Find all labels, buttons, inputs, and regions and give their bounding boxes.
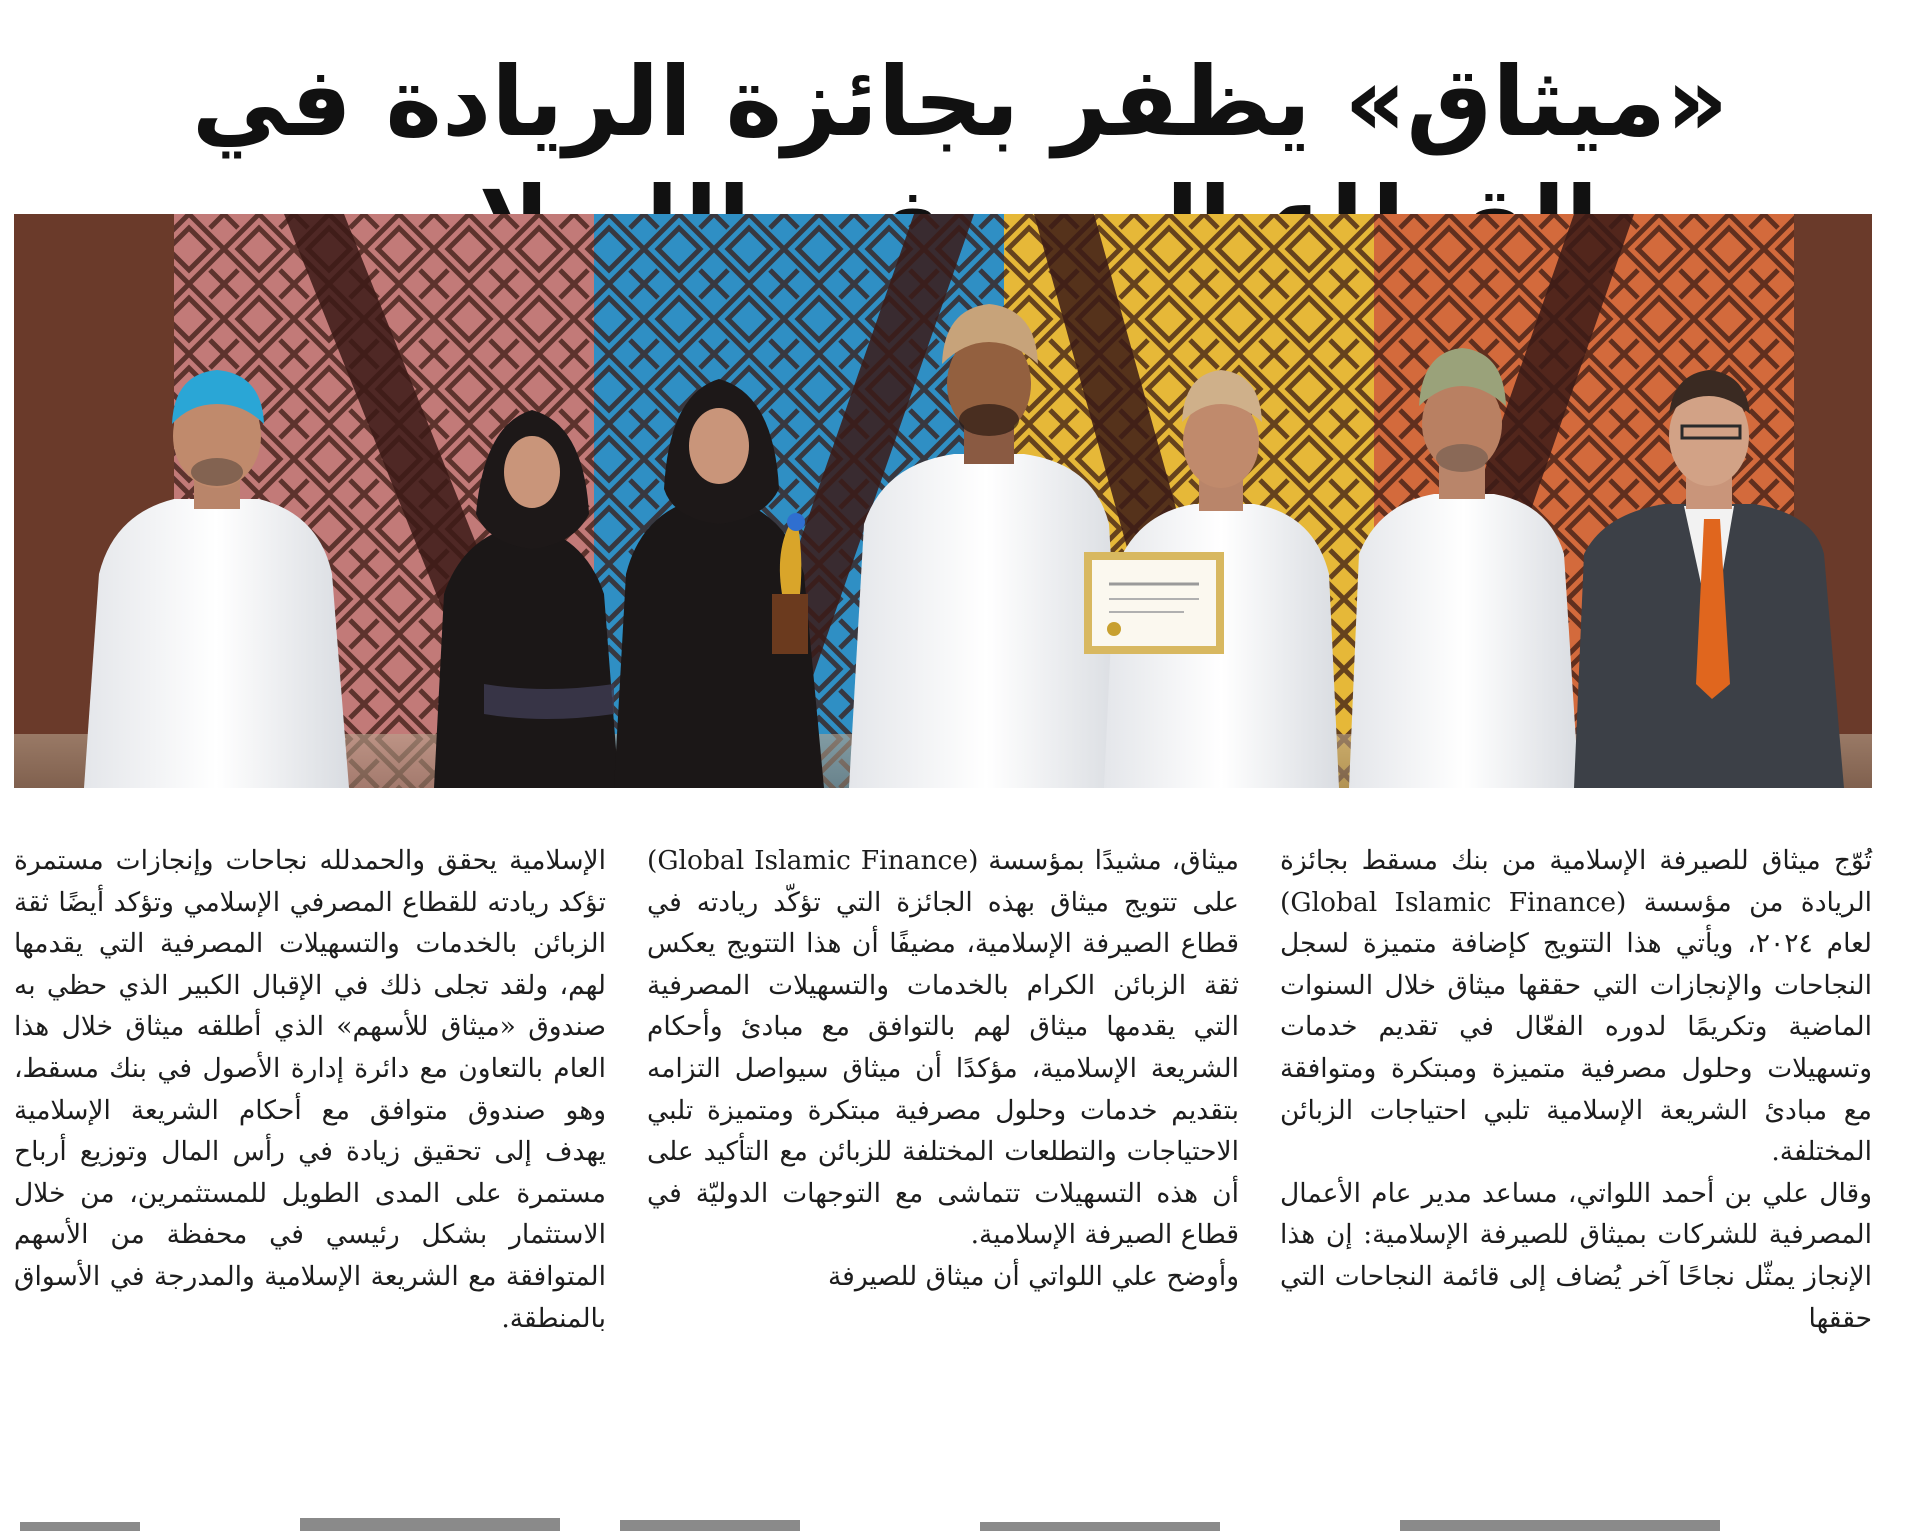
article-photo bbox=[14, 214, 1872, 788]
paragraph: تُوّج ميثاق للصيرفة الإسلامية من بنك مسقط بجائزة الريادة من مؤسسة (Global Islamic Finance) لعام ٢٠٢٤، ويأتي هذا التتويج كإضافة متميزة لسجل النجاحات والإنجازات التي حققها ميثاق خلال السنوات الماضية وتكريمًا لدوره الفعّال في تقديم خدمات وتسهيلات وحلول مصرفية متميزة ومبتكرة ومتوافقة مع مبادئ الشريعة الإسلامية تلبي احتياجات الزبائن المختلفة. bbox=[1280, 845, 1873, 1168]
paragraph: الإسلامية يحقق والحمدلله نجاحات وإنجازات مستمرة تؤكد ريادته للقطاع المصرفي الإسلامي وتؤكد أيضًا ثقة الزبائن بالخدمات والتسهيلات المصرفية التي يقدمها لهم، ولقد تجلى ذلك في الإقبال الكبير الذي حظي به صندوق «ميثاق للأسهم» الذي أطلقه ميثاق خلال هذا العام بالتعاون مع دائرة إدارة الأصول في بنك مسقط، وهو صندوق متوافق مع أحكام الشريعة الإسلامية يهدف إلى تحقيق زيادة في رأس المال وتوزيع أرباح مستمرة على المدى الطويل للمستثمرين، من خلال الاستثمار بشكل رئيسي في محفظة من الأسهم المتوافقة مع الشريعة الإسلامية والمدرجة في الأسواق بالمنطقة. bbox=[14, 845, 606, 1334]
paragraph: ميثاق، مشيدًا بمؤسسة (Global Islamic Finance) على تتويج ميثاق بهذه الجائزة التي تؤكّد ريادته في قطاع الصيرفة الإسلامية، مضيفًا أن هذا التتويج يعكس ثقة الزبائن الكرام بالخدمات والتسهيلات المصرفية التي يقدمها ميثاق لهم بالتوافق مع مبادئ وأحكام الشريعة الإسلامية، مؤكدًا أن ميثاق سيواصل التزامه بتقديم خدمات وحلول مصرفية مبتكرة ومتميزة تلبي الاحتياجات والتطلعات المختلفة للزبائن مع التأكيد على أن هذه التسهيلات تتماشى مع التوجهات الدوليّة في قطاع الصيرفة الإسلامية. bbox=[647, 845, 1240, 1251]
article-column-3 bbox=[14, 840, 606, 1339]
cropped-next-article-text bbox=[0, 1508, 1915, 1531]
certificate-icon bbox=[1084, 552, 1224, 654]
article-body bbox=[14, 840, 1872, 1500]
article-column-2 bbox=[647, 840, 1239, 1298]
article-headline: «ميثاق» يظفر بجائزة الريادة في bbox=[191, 46, 1729, 158]
paragraph: وقال علي بن أحمد اللواتي، مساعد مدير عام الأعمال المصرفية للشركات بميثاق للصيرفة الإسلامية: إن هذا الإنجاز يمثّل نجاحًا آخر يُضاف إلى قائمة النجاحات التي حققها bbox=[1280, 1177, 1872, 1334]
paragraph: وأوضح علي اللواتي أن ميثاق للصيرفة bbox=[827, 1260, 1239, 1292]
cropped-text-fragment bbox=[0, 1508, 1915, 1531]
award-ceremony-photo bbox=[14, 214, 1872, 788]
article-column-1 bbox=[1280, 840, 1872, 1339]
